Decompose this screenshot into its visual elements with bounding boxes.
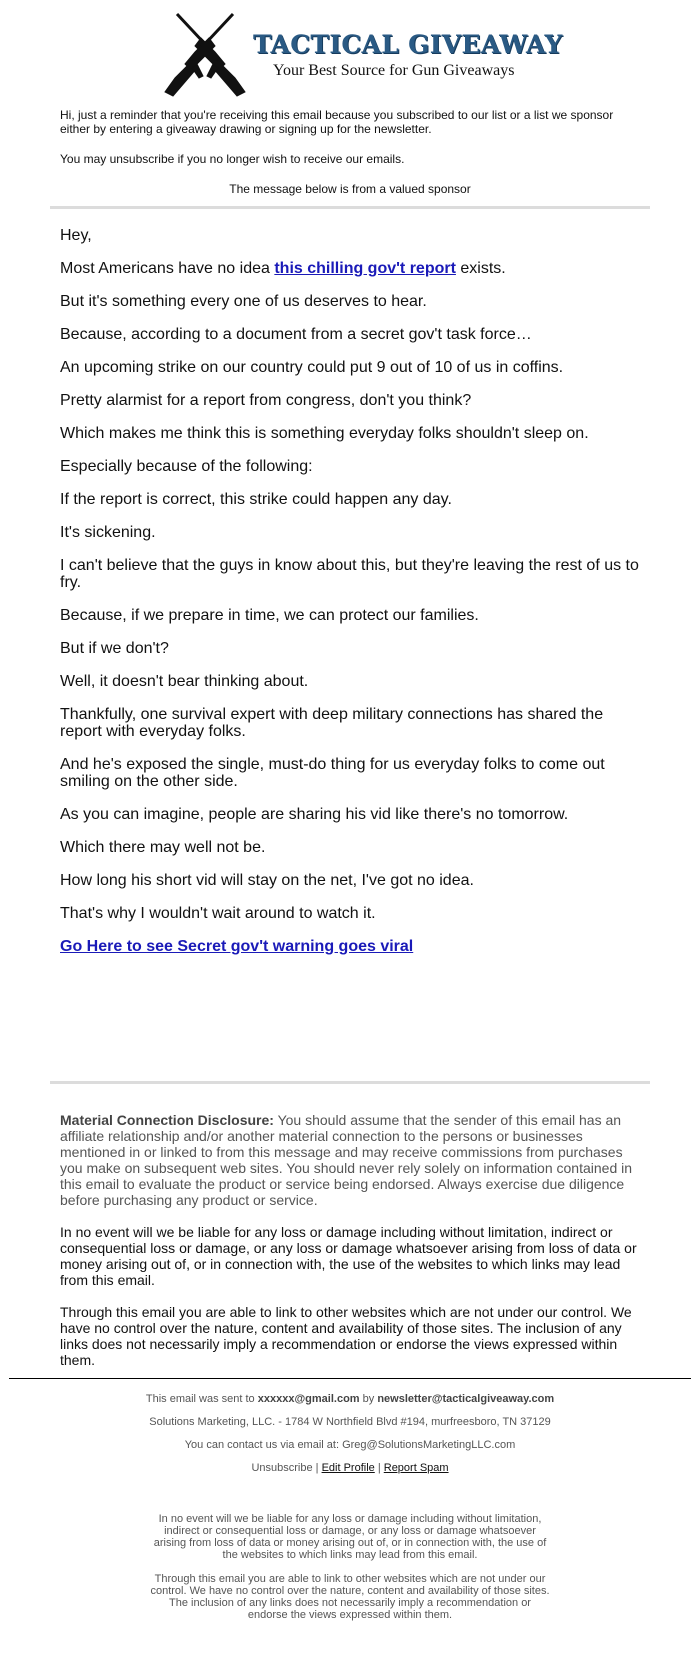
legal-notice xyxy=(150,1513,550,1621)
message-paragraph: Which there may well not be. xyxy=(60,839,266,856)
text: exists. xyxy=(455,260,506,277)
text: Most Americans have no idea xyxy=(60,260,275,277)
message-paragraph: It's sickening. xyxy=(60,524,156,541)
logo-tagline: Your Best Source for Gun Giveaways xyxy=(273,62,515,79)
reminder-text: Hi, just a reminder that you're receiving this email because you subscribed to our list or a list we sponsor either by entering a giveaway drawing or signing up for the newsletter. xyxy=(60,108,614,136)
message-paragraph: If the report is correct, this strike could happen any day. xyxy=(60,491,452,508)
external-links-text: Through this email you are able to link to other websites which are not under our control. We have no control over the nature, content and availability of those sites. The inclusion of any links does not necessarily imply a recommendation or endorse the views expressed within them. xyxy=(60,1304,632,1368)
message-body xyxy=(60,209,640,955)
greeting: Hey, xyxy=(60,227,92,244)
crossed-rifles-icon xyxy=(155,8,255,98)
spacer xyxy=(0,971,700,1081)
text: by xyxy=(359,1393,378,1405)
disclosure-section xyxy=(60,1084,640,1368)
message-paragraph: Which makes me think this is something everyday folks shouldn't sleep on. xyxy=(60,425,589,442)
report-link[interactable]: this chilling gov't report xyxy=(274,260,456,277)
subscription-reminder xyxy=(60,108,640,166)
disclosure-label: Material Connection Disclosure: xyxy=(60,1112,274,1128)
cta-link[interactable]: Go Here to see Secret gov't warning goes viral xyxy=(60,938,414,955)
message-paragraph: Especially because of the following: xyxy=(60,458,313,475)
message-paragraph: An upcoming strike on our country could put 9 out of 10 of us in coffins. xyxy=(60,359,564,376)
message-paragraph: But if we don't? xyxy=(60,640,169,657)
sent-to-line xyxy=(0,1393,700,1406)
unsubscribe-note: You may unsubscribe if you no longer wish to receive our emails. xyxy=(60,152,405,166)
message-paragraph: Pretty alarmist for a report from congress, don't you think? xyxy=(60,392,472,409)
message-paragraph: I can't believe that the guys in know about this, but they're leaving the rest of us to fry. xyxy=(60,557,639,591)
email-footer xyxy=(0,1379,700,1475)
disclosure-text: You should assume that the sender of this email has an affiliate relationship and/or another material connection to the persons or businesses mentioned in or linked to from this message and may receive commissions from purchases you make on subsequent web sites. You should never rely solely on information contained in this email to evaluate the product or service being endorsed. Always exercise due diligence before purchasing any product or service. xyxy=(60,1112,633,1208)
message-paragraph: Well, it doesn't bear thinking about. xyxy=(60,673,309,690)
sender-email: newsletter@tacticalgiveaway.com xyxy=(377,1393,555,1405)
cta-paragraph xyxy=(60,938,640,955)
separator: | xyxy=(374,1462,384,1474)
message-paragraph: But it's something every one of us deserves to hear. xyxy=(60,293,427,310)
contact-line: You can contact us via email at: Greg@SolutionsMarketingLLC.com xyxy=(184,1439,516,1451)
company-address: Solutions Marketing, LLC. - 1784 W Northfield Blvd #194, murfreesboro, TN 37129 xyxy=(149,1416,551,1428)
email-header xyxy=(0,0,700,100)
message-paragraph: Thankfully, one survival expert with deep military connections has shared the report with everyday folks. xyxy=(60,706,604,740)
report-spam-link[interactable]: Report Spam xyxy=(383,1462,449,1474)
message-paragraph: How long his short vid will stay on the net, I've got no idea. xyxy=(60,872,474,889)
recipient-email: xxxxxx@gmail.com xyxy=(257,1393,360,1405)
logo-title: TACTICAL GIVEAWAY xyxy=(253,30,563,59)
legal-external-links: Through this email you are able to link to other websites which are not under our control. We have no control over the nature, content and availability of those sites. The inclusion of any links does not necessarily imply a recommendation or endorse the views expressed within them. xyxy=(150,1573,550,1621)
legal-liability: In no event will we be liable for any loss or damage including without limitation, indirect or consequential loss or damage, or any loss or damage whatsoever arising from loss of data or money arising out of, or in connection with, the use of the websites to which links may lead from this email. xyxy=(153,1513,547,1561)
separator: | xyxy=(312,1462,322,1474)
brand-logo xyxy=(155,8,563,98)
unsubscribe-link[interactable]: Unsubscribe xyxy=(251,1462,313,1474)
message-paragraph xyxy=(60,260,640,277)
liability-text: In no event will we be liable for any loss or damage including without limitation, indirect or consequential loss or damage, or any loss or damage whatsoever arising from loss of data or money arising out of, or in connection with, the use of the websites to which links may lead from this email. xyxy=(60,1224,637,1288)
sponsor-note: The message below is from a valued sponsor xyxy=(229,182,471,196)
edit-profile-link[interactable]: Edit Profile xyxy=(321,1462,375,1474)
text: This email was sent to xyxy=(145,1393,258,1405)
message-paragraph: Because, if we prepare in time, we can protect our families. xyxy=(60,607,479,624)
message-paragraph: As you can imagine, people are sharing his vid like there's no tomorrow. xyxy=(60,806,569,823)
message-paragraph: And he's exposed the single, must-do thing for us everyday folks to come out smiling on the other side. xyxy=(60,756,605,790)
material-disclosure xyxy=(60,1112,640,1208)
footer-links xyxy=(0,1462,700,1475)
message-paragraph: Because, according to a document from a secret gov't task force… xyxy=(60,326,532,343)
message-paragraph: That's why I wouldn't wait around to watch it. xyxy=(60,905,376,922)
